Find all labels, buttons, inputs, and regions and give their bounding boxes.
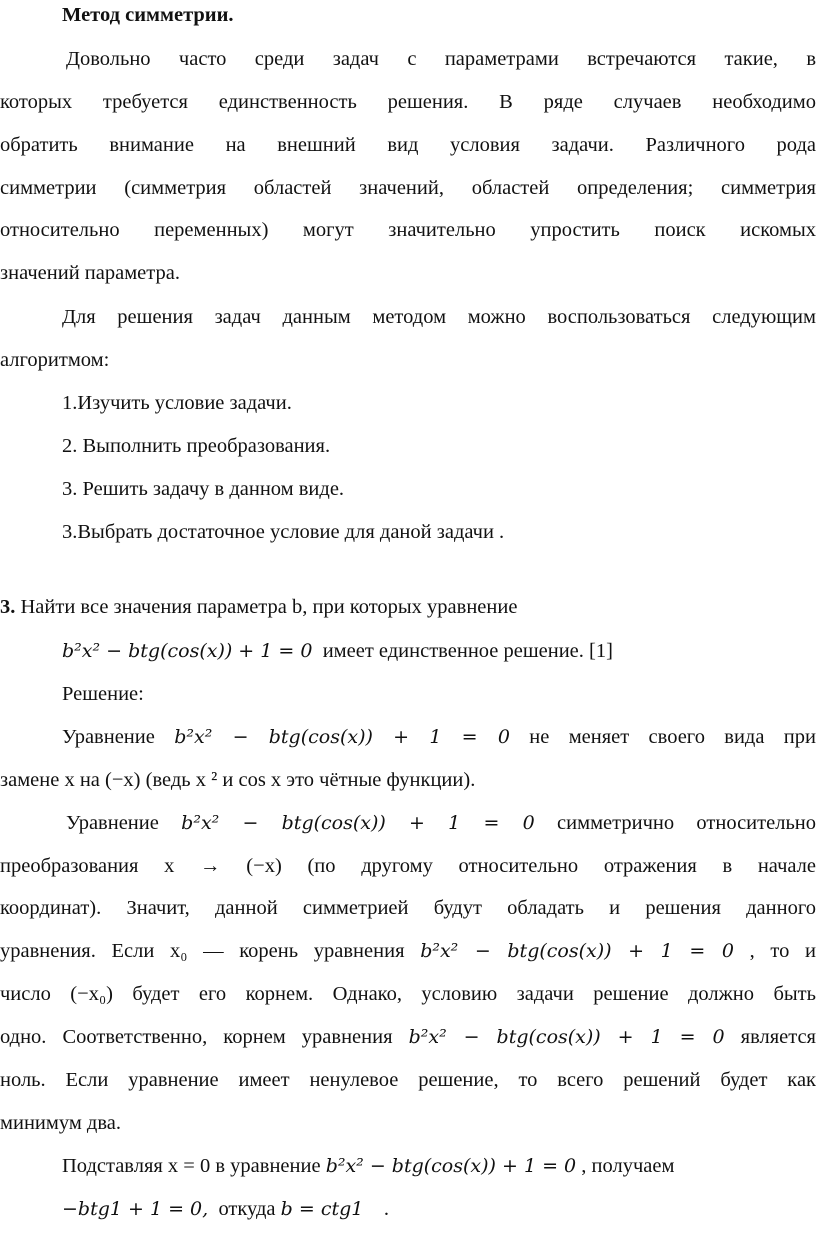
intro-line-6: значений параметра. [0, 262, 180, 284]
intro-line-2: которых требуется единственность решения. В ряде случаев необходимо [0, 91, 816, 113]
intro-line-4: симметрии (симметрия областей значений, областей определения; симметрия [0, 177, 816, 199]
intro-line-3: обратить внимание на внешний вид условия задачи. Различного рода [0, 134, 816, 156]
para1-prefix: Уравнение [62, 726, 155, 748]
algo-intro-line-1: Для решения задач данным методом можно воспользоваться следующим [62, 306, 816, 328]
para3-line-2: −btg1 + 1 = 0, откуда b = ctg1 . [62, 1198, 389, 1220]
problem-text: Найти все значения параметра b, при которых уравнение [20, 596, 518, 618]
para2-line-7: ноль. Если уравнение имеет ненулевое решение, то всего решений будет как [0, 1069, 816, 1091]
para1-line-1 [62, 722, 816, 752]
step-3: 3. Решить задачу в данном виде. [62, 478, 345, 500]
substituted-equation: −btg1 + 1 = 0, [62, 1198, 209, 1220]
para3-line-1 [62, 1151, 816, 1181]
problem-number: 3. [0, 596, 16, 618]
para2-line-2: преобразования x → (−x) (по другому относительно отражения в начале [0, 855, 816, 877]
equation: b²x² − btg(cos(x)) + 1 = 0 [408, 1026, 725, 1048]
equation: b²x² − btg(cos(x)) + 1 = 0 [174, 726, 510, 748]
equation: b²x² − btg(cos(x)) + 1 = 0 [62, 640, 313, 662]
solution-label: Решение: [62, 683, 144, 705]
para2-prefix: Уравнение [66, 812, 159, 834]
equation: b²x² − btg(cos(x)) + 1 = 0 [181, 812, 535, 834]
para2-line6-prefix: одно. Соответственно, корнем уравнения [0, 1026, 393, 1048]
para3-prefix: Подставляя x = 0 в уравнение [62, 1155, 321, 1177]
problem-statement [0, 592, 816, 622]
para3-mid: откуда [218, 1198, 276, 1220]
problem-equation-line [62, 636, 816, 666]
algo-intro-line-2: алгоритмом: [0, 349, 110, 371]
para1-suffix: не меняет своего вида при [529, 726, 816, 748]
step-1: 1.Изучить условие задачи. [62, 392, 292, 414]
step-2: 2. Выполнить преобразования. [62, 435, 331, 457]
para2-line-3: координат). Значит, данной симметрией будут обладать и решения данного [0, 897, 816, 919]
section-title: Метод симметрии. [62, 4, 234, 26]
answer-equation: b = ctg1 [280, 1198, 364, 1220]
equation: b²x² − btg(cos(x)) + 1 = 0 [325, 1155, 577, 1177]
step-4: 3.Выбрать достаточное условие для даной задачи . [62, 521, 505, 543]
para2-line-1 [66, 808, 816, 838]
para2-suffix: симметрично относительно [557, 812, 816, 834]
para2-line-5: число (−x₀) будет его корнем. Однако, условию задачи решение должно быть [0, 983, 816, 1005]
para2-line-4 [0, 936, 816, 966]
intro-line-5: относительно переменных) могут значительно упростить поиск искомых [0, 219, 816, 241]
para2-line4-prefix: уравнения. Если x₀ — корень уравнения [0, 940, 405, 962]
para3-suffix: , получаем [581, 1155, 675, 1177]
problem-equation-suffix: имеет единственное решение. [1] [322, 640, 613, 662]
para2-line-6 [0, 1022, 816, 1052]
para2-line6-suffix: является [740, 1026, 816, 1048]
para2-line-8: минимум два. [0, 1112, 121, 1134]
para1-line-2: замене x на (−x) (ведь x ² и cos x это чётные функции). [0, 769, 476, 791]
equation: b²x² − btg(cos(x)) + 1 = 0 [420, 940, 734, 962]
para2-line4-suffix: , то и [749, 940, 816, 962]
intro-line-1: Довольно часто среди задач с параметрами встречаются такие, в [66, 48, 816, 70]
